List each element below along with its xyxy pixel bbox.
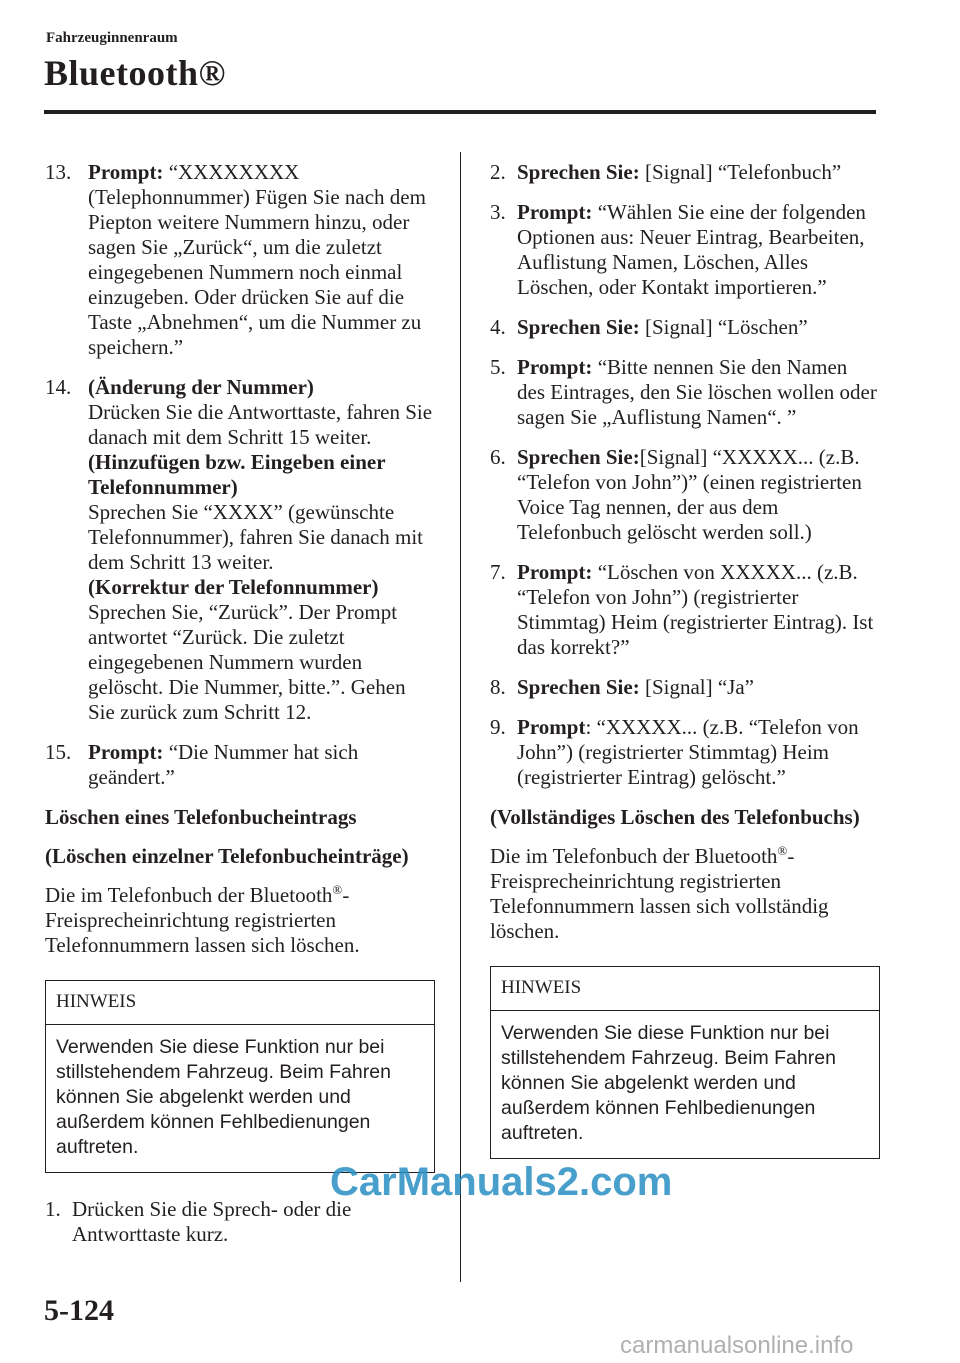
step-label: Sprechen Sie:	[517, 445, 640, 469]
step-7	[490, 560, 880, 660]
step-text: Sprechen Sie “XXXX” (gewünschte Telefonnummer), fahren Sie danach mit dem Schritt 13 weiter.	[88, 500, 423, 574]
step-text: Drücken Sie die Sprech- oder die Antworttaste kurz.	[72, 1197, 352, 1246]
step-text: [Signal] “Ja”	[639, 675, 754, 699]
step-label: Prompt:	[517, 355, 593, 379]
step-3	[490, 200, 880, 300]
sub-heading: (Hinzufügen bzw. Eingeben einer Telefonnummer)	[88, 450, 386, 499]
section-heading: Löschen eines Telefonbucheintrags	[45, 805, 357, 829]
step-13	[45, 160, 435, 360]
header-divider	[44, 110, 876, 114]
watermark-logo: CarManuals2.com	[330, 1160, 673, 1204]
step-text: “Bitte nennen Sie den Namen des Eintrages, den Sie löschen wollen oder sagen Sie „Auflistung Namen“. ”	[517, 355, 877, 429]
step-label: Sprechen Sie:	[517, 315, 640, 339]
step-number: 13.	[45, 160, 72, 184]
step-number: 15.	[45, 740, 72, 764]
subsection-heading: (Vollständiges Löschen des Telefonbuchs)	[490, 805, 860, 829]
step-label: Prompt:	[517, 200, 593, 224]
note-box	[490, 966, 880, 1159]
note-title: HINWEIS	[491, 967, 879, 1011]
step-label: Prompt	[517, 715, 586, 739]
step-2	[490, 160, 880, 185]
section-label: Fahrzeuginnenraum	[46, 30, 178, 46]
step-label: Sprechen Sie:	[517, 675, 640, 699]
step-text: [Signal] “XXXXX... (z.B. “Telefon von John”)” (einen registrierten Voice Tag nennen, der aus dem Telefonbuch gelöscht werden soll.)	[517, 445, 862, 544]
step-text: [Signal] “Löschen”	[639, 315, 808, 339]
step-9	[490, 715, 880, 790]
step-text: [Signal] “Telefonbuch”	[639, 160, 842, 184]
right-column	[490, 160, 880, 1183]
sub-heading: (Korrektur der Telefonnummer)	[88, 575, 379, 599]
step-number: 1.	[45, 1197, 61, 1221]
note-title: HINWEIS	[46, 981, 434, 1025]
left-column	[45, 160, 435, 1262]
registered-mark: ®	[777, 843, 788, 858]
step-number: 8.	[490, 675, 506, 699]
subsection-heading: (Löschen einzelner Telefonbucheinträge)	[45, 844, 409, 868]
intro-text: -Freisprecheinrichtung registrierten Telefonnummern lassen sich löschen.	[45, 883, 360, 957]
intro-text: Die im Telefonbuch der Bluetooth	[490, 844, 778, 868]
step-number: 14.	[45, 375, 72, 399]
step-5	[490, 355, 880, 430]
step-label: Prompt:	[88, 160, 164, 184]
page-title: Bluetooth®	[44, 53, 226, 93]
step-6	[490, 445, 880, 545]
step-number: 3.	[490, 200, 506, 224]
step-number: 2.	[490, 160, 506, 184]
intro-paragraph	[490, 844, 880, 944]
note-body: Verwenden Sie diese Funktion nur bei stillstehendem Fahrzeug. Beim Fahren können Sie abgelenkt werden und außerdem können Fehlbedienungen auftreten.	[56, 1036, 391, 1158]
intro-text: Die im Telefonbuch der Bluetooth	[45, 883, 333, 907]
step-15	[45, 740, 435, 790]
step-text: “Wählen Sie eine der folgenden Optionen aus: Neuer Eintrag, Bearbeiten, Auflistung Namen, Löschen, Alles Löschen, oder Kontakt importieren.”	[517, 200, 866, 299]
step-number: 4.	[490, 315, 506, 339]
step-number: 7.	[490, 560, 506, 584]
column-divider	[460, 152, 461, 1282]
step-text: “Die Nummer hat sich geändert.”	[88, 740, 359, 789]
step-4	[490, 315, 880, 340]
watermark-site: carmanualsonline.info	[620, 1332, 854, 1359]
step-number: 6.	[490, 445, 506, 469]
note-body: Verwenden Sie diese Funktion nur bei stillstehendem Fahrzeug. Beim Fahren können Sie abgelenkt werden und außerdem können Fehlbedienungen auftreten.	[501, 1022, 836, 1144]
registered-mark: ®	[332, 882, 343, 897]
step-label: Prompt:	[88, 740, 164, 764]
page-number: 5-124	[44, 1294, 114, 1327]
step-text: “XXXXXXXX (Telephonnummer) Fügen Sie nach dem Piepton weitere Nummern hinzu, oder sagen Sie „Zurück“, um die zuletzt eingegebenen Nummern noch einmal einzugeben. Oder drücken Sie auf die Taste „Abnehmen“, um die Nummer zu speichern.”	[88, 160, 426, 359]
note-box	[45, 980, 435, 1173]
step-text: Drücken Sie die Antworttaste, fahren Sie danach mit dem Schritt 15 weiter.	[88, 400, 433, 449]
intro-paragraph	[45, 883, 435, 958]
step-label: Sprechen Sie:	[517, 160, 640, 184]
step-label: Prompt:	[517, 560, 593, 584]
step-8	[490, 675, 880, 700]
sub-heading: (Änderung der Nummer)	[88, 375, 314, 399]
step-number: 5.	[490, 355, 506, 379]
step-14	[45, 375, 435, 725]
step-text: : “XXXXX... (z.B. “Telefon von John”) (registrierter Stimmtag) Heim (registrierter Eintrag) gelöscht.”	[517, 715, 859, 789]
step-number: 9.	[490, 715, 506, 739]
step-text: “Löschen von XXXXX... (z.B. “Telefon von John”) (registrierter Stimmtag) Heim (registrierter Eintrag). Ist das korrekt?”	[517, 560, 874, 659]
step-text: Sprechen Sie, “Zurück”. Der Prompt antwortet “Zurück. Die zuletzt eingegebenen Nummern wurden gelöscht. Die Nummer, bitte.”. Gehen Sie zurück zum Schritt 12.	[88, 600, 406, 724]
intro-text: -Freisprecheinrichtung registrierten Telefonnummern lassen sich vollständig löschen.	[490, 844, 829, 943]
